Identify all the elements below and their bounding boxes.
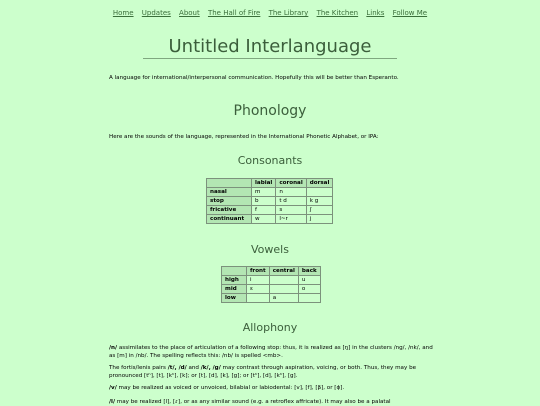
- paragraph-text: may be realized as voiced or unvoiced, bilabial or labiodental: [v], [f], [β], or [ɸ].: [116, 385, 345, 391]
- table-cell: [298, 294, 320, 303]
- table-cell: f: [252, 206, 276, 215]
- table-cell: a: [269, 294, 298, 303]
- table-cell: i: [247, 276, 270, 285]
- top-nav: [0, 9, 540, 17]
- table-cell: k g: [306, 197, 333, 206]
- table-cell: b: [252, 197, 276, 206]
- nav-library[interactable]: The Library: [268, 9, 309, 17]
- title-container: [143, 36, 397, 59]
- allophony-paragraph-fortis-lenis: [109, 364, 439, 380]
- table-cell: u: [298, 276, 320, 285]
- paragraph-text: may contrast through aspiration, voicing, or both. Thus, they may be pronounced [tʰ], [t], [kʰ], [k]; or [t], [d], [k], [g]; or [tʰ], [d], [kʰ], [g].: [109, 365, 417, 379]
- column-header: central: [269, 267, 298, 276]
- nav-links[interactable]: Links: [366, 9, 385, 17]
- table-cell: ʃ: [306, 206, 333, 215]
- allophony-paragraph-n: [109, 344, 439, 360]
- vowels-table: [221, 266, 321, 303]
- table-header-row: [207, 179, 333, 188]
- consonants-heading: Consonants: [237, 154, 303, 167]
- phoneme-label: /t/, /d/: [167, 365, 187, 371]
- table-cell: l~r: [276, 215, 306, 224]
- table-cell: n: [276, 188, 306, 197]
- intro-text: A language for international/interpersonal communication. Hopefully this will be better than Esperanto.: [109, 75, 399, 81]
- paragraph-text: may be realized [l], [ɾ], or as any similar sound (e.g. a retroflex affricate). It may also be a palatal: [115, 399, 391, 405]
- page-title: Untitled Interlanguage: [168, 36, 372, 57]
- table-row: [207, 215, 333, 224]
- nav-updates[interactable]: Updates: [141, 9, 171, 17]
- column-header: back: [298, 267, 320, 276]
- nav-follow-me[interactable]: Follow Me: [392, 9, 428, 17]
- row-header: continuant: [207, 215, 252, 224]
- column-header: coronal: [276, 179, 306, 188]
- nav-hall-of-fire[interactable]: The Hall of Fire: [207, 9, 261, 17]
- table-cell: j: [306, 215, 333, 224]
- nav-home[interactable]: Home: [112, 9, 134, 17]
- row-header: fricative: [207, 206, 252, 215]
- paragraph-text: assimilates to the place of articulation of a following stop: thus, it is realized as [ŋ] in the clusters /ng/, /nk/, and as [m] in /nb/. The spelling reflects this: /nb/ is spelled <mb>.: [109, 345, 433, 359]
- allophony-paragraph-v: [109, 384, 439, 392]
- paragraph-text: The fortis/lenis pairs: [109, 365, 168, 371]
- table-cell: [269, 276, 298, 285]
- consonants-table: [206, 178, 333, 224]
- phoneme-label: /n/: [109, 345, 118, 351]
- phoneme-label: /l/: [109, 399, 116, 405]
- table-cell: [247, 294, 270, 303]
- row-header: mid: [222, 285, 247, 294]
- table-row: [222, 276, 321, 285]
- table-cell: m: [252, 188, 276, 197]
- allophony-heading: Allophony: [242, 321, 298, 334]
- phoneme-label: /k/, /g/: [200, 365, 221, 371]
- table-row: [207, 206, 333, 215]
- phonology-heading: Phonology: [233, 103, 307, 119]
- column-header: front: [247, 267, 270, 276]
- vowels-heading: Vowels: [251, 243, 289, 256]
- table-row: [207, 197, 333, 206]
- table-cell: s: [276, 206, 306, 215]
- row-header: high: [222, 276, 247, 285]
- table-row: [207, 188, 333, 197]
- corner-cell: [222, 267, 247, 276]
- table-cell: t d: [276, 197, 306, 206]
- paragraph-text: and: [186, 365, 201, 371]
- row-header: stop: [207, 197, 252, 206]
- table-header-row: [222, 267, 321, 276]
- row-header: nasal: [207, 188, 252, 197]
- phonology-text: Here are the sounds of the language, represented in the International Phonetic Alphabet, or IPA:: [109, 134, 379, 140]
- phoneme-label: /v/: [109, 385, 117, 391]
- table-cell: [269, 285, 298, 294]
- table-cell: o: [298, 285, 320, 294]
- row-header: low: [222, 294, 247, 303]
- column-header: dorsal: [306, 179, 333, 188]
- table-cell: w: [252, 215, 276, 224]
- nav-about[interactable]: About: [179, 9, 200, 17]
- table-cell: [306, 188, 333, 197]
- table-row: [222, 285, 321, 294]
- table-cell: ɛ: [247, 285, 270, 294]
- column-header: labial: [252, 179, 276, 188]
- corner-cell: [207, 179, 252, 188]
- nav-kitchen[interactable]: The Kitchen: [316, 9, 359, 17]
- table-row: [222, 294, 321, 303]
